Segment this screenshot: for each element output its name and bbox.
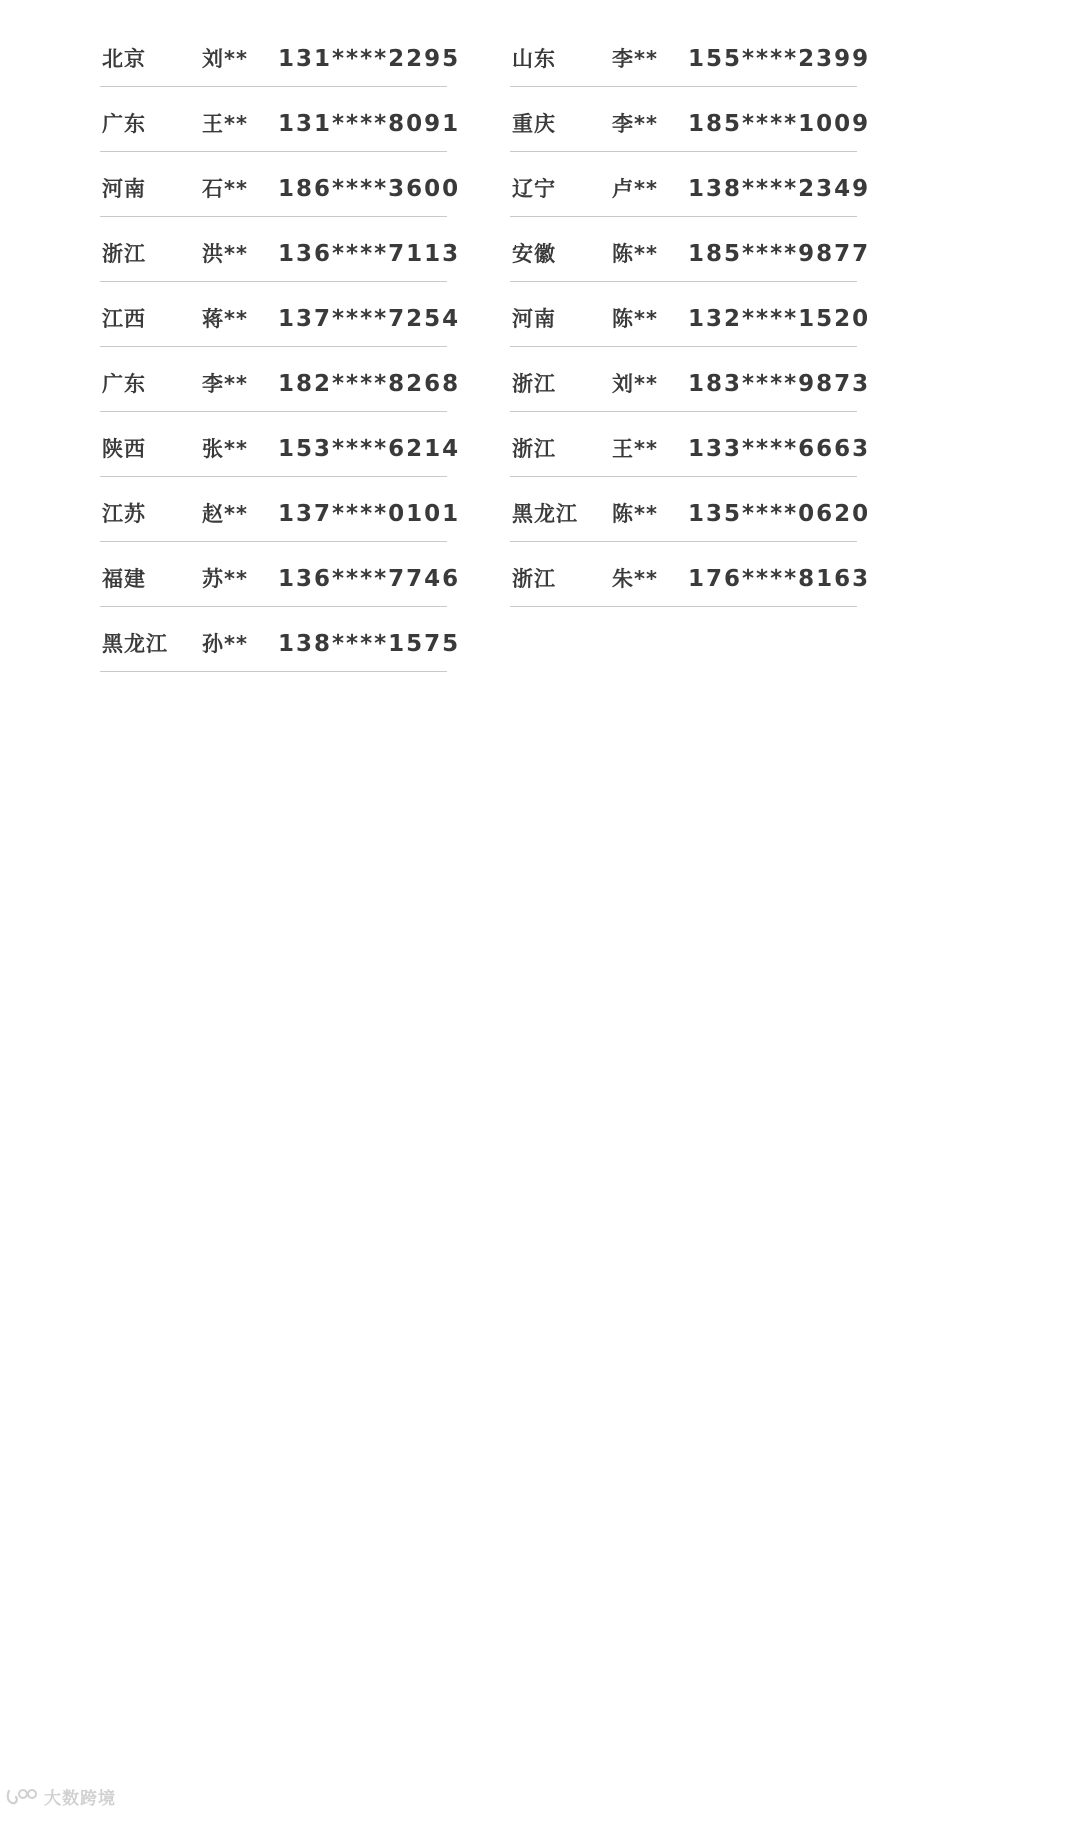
- province: 福建: [102, 567, 146, 591]
- masked-phone: 136****7113: [278, 241, 461, 267]
- province: 浙江: [512, 372, 556, 396]
- masked-name: 洪**: [202, 242, 248, 266]
- masked-phone: 182****8268: [278, 371, 461, 397]
- province: 江苏: [102, 502, 146, 526]
- list-item: [100, 282, 461, 347]
- masked-phone: 185****9877: [688, 241, 871, 267]
- masked-phone: 133****6663: [688, 436, 871, 462]
- province: 北京: [102, 47, 146, 71]
- watermark-text: 大数跨境: [44, 1789, 116, 1809]
- list-item: [510, 347, 871, 412]
- list-item: [100, 87, 461, 152]
- province: 河南: [102, 177, 146, 201]
- watermark: [6, 1784, 116, 1809]
- logo-icon: [6, 1787, 40, 1807]
- masked-phone: 183****9873: [688, 371, 871, 397]
- province: 浙江: [512, 437, 556, 461]
- list-item: [100, 412, 461, 477]
- masked-phone: 138****1575: [278, 631, 461, 657]
- masked-name: 陈**: [612, 242, 658, 266]
- masked-phone: 135****0620: [688, 501, 871, 527]
- list-item: [510, 282, 871, 347]
- masked-name: 李**: [612, 112, 658, 136]
- list-item: [510, 542, 871, 607]
- masked-phone: 138****2349: [688, 176, 871, 202]
- list-item: [100, 477, 461, 542]
- list-item: [510, 217, 871, 282]
- province: 河南: [512, 307, 556, 331]
- province: 浙江: [102, 242, 146, 266]
- list-item: [100, 217, 461, 282]
- masked-name: 苏**: [202, 567, 248, 591]
- masked-name: 李**: [612, 47, 658, 71]
- list-item: [510, 477, 871, 542]
- winner-list-left: [100, 22, 461, 672]
- list-item: [100, 347, 461, 412]
- masked-phone: 176****8163: [688, 566, 871, 592]
- list-item: [510, 22, 871, 87]
- masked-name: 孙**: [202, 632, 248, 656]
- masked-phone: 131****8091: [278, 111, 461, 137]
- masked-name: 刘**: [202, 47, 248, 71]
- province: 重庆: [512, 112, 556, 136]
- masked-name: 张**: [202, 437, 248, 461]
- masked-name: 朱**: [612, 567, 658, 591]
- masked-name: 石**: [202, 177, 248, 201]
- masked-name: 卢**: [612, 177, 658, 201]
- province: 辽宁: [512, 177, 556, 201]
- masked-phone: 153****6214: [278, 436, 461, 462]
- masked-phone: 136****7746: [278, 566, 461, 592]
- masked-phone: 137****0101: [278, 501, 461, 527]
- masked-phone: 131****2295: [278, 46, 461, 72]
- masked-phone: 185****1009: [688, 111, 871, 137]
- province: 黑龙江: [102, 632, 168, 656]
- province: 江西: [102, 307, 146, 331]
- masked-name: 陈**: [612, 502, 658, 526]
- masked-phone: 132****1520: [688, 306, 871, 332]
- list-item: [100, 22, 461, 87]
- masked-name: 刘**: [612, 372, 658, 396]
- masked-phone: 186****3600: [278, 176, 461, 202]
- province: 陕西: [102, 437, 146, 461]
- province: 浙江: [512, 567, 556, 591]
- list-item: [510, 412, 871, 477]
- list-item: [100, 542, 461, 607]
- province: 广东: [102, 372, 146, 396]
- province: 广东: [102, 112, 146, 136]
- list-item: [100, 607, 461, 672]
- list-item: [510, 152, 871, 217]
- province: 山东: [512, 47, 556, 71]
- masked-name: 李**: [202, 372, 248, 396]
- masked-name: 王**: [612, 437, 658, 461]
- masked-name: 陈**: [612, 307, 658, 331]
- list-item: [100, 152, 461, 217]
- masked-name: 赵**: [202, 502, 248, 526]
- masked-phone: 155****2399: [688, 46, 871, 72]
- masked-phone: 137****7254: [278, 306, 461, 332]
- province: 黑龙江: [512, 502, 578, 526]
- masked-name: 蒋**: [202, 307, 248, 331]
- winner-list-right: [510, 22, 871, 607]
- province: 安徽: [512, 242, 556, 266]
- masked-name: 王**: [202, 112, 248, 136]
- list-item: [510, 87, 871, 152]
